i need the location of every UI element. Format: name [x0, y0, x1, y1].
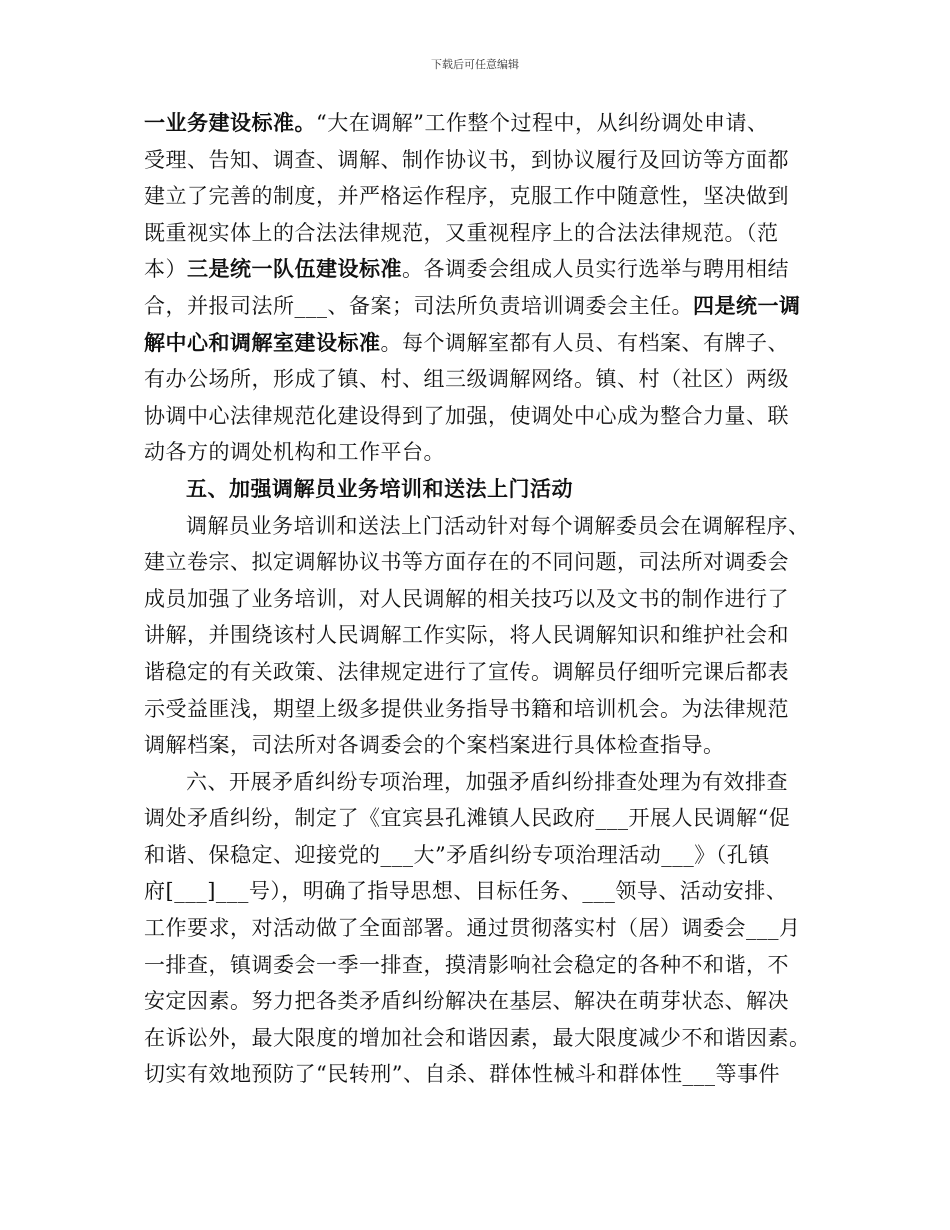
text-line — [144, 691, 814, 728]
bold-text-segment: 一业务建设标准。 — [144, 110, 316, 135]
text-segment: 本） — [144, 257, 187, 282]
text-segment: 协调中心法律规范化建设得到了加强，使调处中心成为整合力量、联 — [144, 403, 789, 428]
text-line — [144, 142, 814, 179]
text-line — [144, 361, 814, 398]
bold-text-segment: 解中心和调解室建设标准 — [144, 329, 381, 355]
text-segment: 谐稳定的有关政策、法律规定进行了宣传。调解员仔细听完课后都表 — [144, 659, 789, 684]
text-line — [144, 434, 814, 471]
text-segment: 讲解，并围绕该村人民调解工作实际，将人民调解知识和维护社会和 — [144, 623, 789, 648]
text-segment: 调解档案，司法所对各调委会的个案档案进行具体检查指导。 — [144, 733, 725, 758]
text-segment: 示受益匪浅，期望上级多提供业务指导书籍和培训机会。为法律规范 — [144, 696, 789, 721]
text-line — [144, 983, 814, 1020]
text-segment: 一排查，镇调委会一季一排查，摸清影响社会稳定的各种不和谐，不 — [144, 952, 789, 977]
text-segment: 受理、告知、调查、调解、制作协议书，到协议履行及回访等方面都 — [144, 147, 789, 172]
text-line — [144, 1056, 814, 1093]
text-segment: 工作要求，对活动做了全面部署。通过贯彻落实村（居）调委会___月 — [144, 916, 801, 941]
text-line — [144, 873, 814, 910]
bold-text-segment: 三是统一队伍建设标准 — [187, 256, 402, 282]
text-segment: “大在调解”工作整个过程中，从纠纷调处申请、 — [316, 111, 769, 135]
text-line — [144, 215, 814, 252]
text-segment: 府[___]___号），明确了指导思想、目标任务、___领导、活动安排、 — [144, 879, 788, 904]
text-line — [144, 1020, 814, 1057]
text-line — [144, 581, 814, 618]
text-line — [144, 800, 814, 837]
text-line — [144, 398, 814, 435]
text-line — [144, 764, 814, 801]
text-segment: 建立了完善的制度，并严格运作程序，克服工作中随意性，坚决做到 — [144, 184, 789, 209]
page-header: 下载后可任意编辑 — [431, 58, 519, 71]
text-segment: 建立卷宗、拟定调解协议书等方面存在的不同问题，司法所对调委会 — [144, 550, 789, 575]
text-segment: 切实有效地预防了“民转刑”、自杀、群体性械斗和群体性___等事件 — [144, 1062, 780, 1087]
text-line — [144, 325, 814, 362]
text-segment: 动各方的调处机构和工作平台。 — [144, 440, 445, 465]
text-segment: 在诉讼外，最大限度的增加社会和谐因素，最大限度减少不和谐因素。 — [144, 1025, 811, 1050]
text-line — [144, 178, 814, 215]
text-segment: 有办公场所，形成了镇、村、组三级调解网络。镇、村（社区）两级 — [144, 367, 789, 392]
text-line — [144, 727, 814, 764]
text-line — [144, 837, 814, 874]
text-segment: 六、开展矛盾纠纷专项治理，加强矛盾纠纷排查处理为有效排查 — [186, 769, 788, 794]
bold-text-segment: 五、加强调解员业务培训和送法上门活动 — [186, 475, 573, 501]
text-segment: 调解员业务培训和送法上门活动针对每个调解委员会在调解程序、 — [186, 513, 810, 538]
text-line — [144, 947, 814, 984]
bold-text-segment: 四是统一调 — [693, 292, 801, 318]
text-segment: 。各调委会组成人员实行选举与聘用相结 — [402, 257, 789, 282]
text-segment: 合，并报司法所___、备案；司法所负责培训调委会主任。 — [144, 293, 693, 318]
text-segment: 调处矛盾纠纷，制定了《宜宾县孔滩镇人民政府___开展人民调解“促 — [144, 806, 791, 831]
text-segment: 安定因素。努力把各类矛盾纠纷解决在基层、解决在萌芽状态、解决 — [144, 989, 789, 1014]
text-segment: 既重视实体上的合法法律规范，又重视程序上的合法法律规范。（范 — [144, 220, 779, 245]
text-line — [144, 654, 814, 691]
document-body — [144, 105, 814, 1093]
text-line — [144, 251, 814, 288]
text-line — [144, 617, 814, 654]
text-line — [144, 471, 814, 508]
text-segment: 成员加强了业务培训，对人民调解的相关技巧以及文书的制作进行了 — [144, 586, 789, 611]
text-line — [144, 105, 814, 142]
text-segment: 和谐、保稳定、迎接党的___大”矛盾纠纷专项治理活动___》（孔镇 — [144, 842, 770, 867]
text-line — [144, 288, 814, 325]
text-segment: 。每个调解室都有人员、有档案、有牌子、 — [380, 330, 789, 355]
text-line — [144, 910, 814, 947]
text-line — [144, 544, 814, 581]
text-line — [144, 508, 814, 545]
